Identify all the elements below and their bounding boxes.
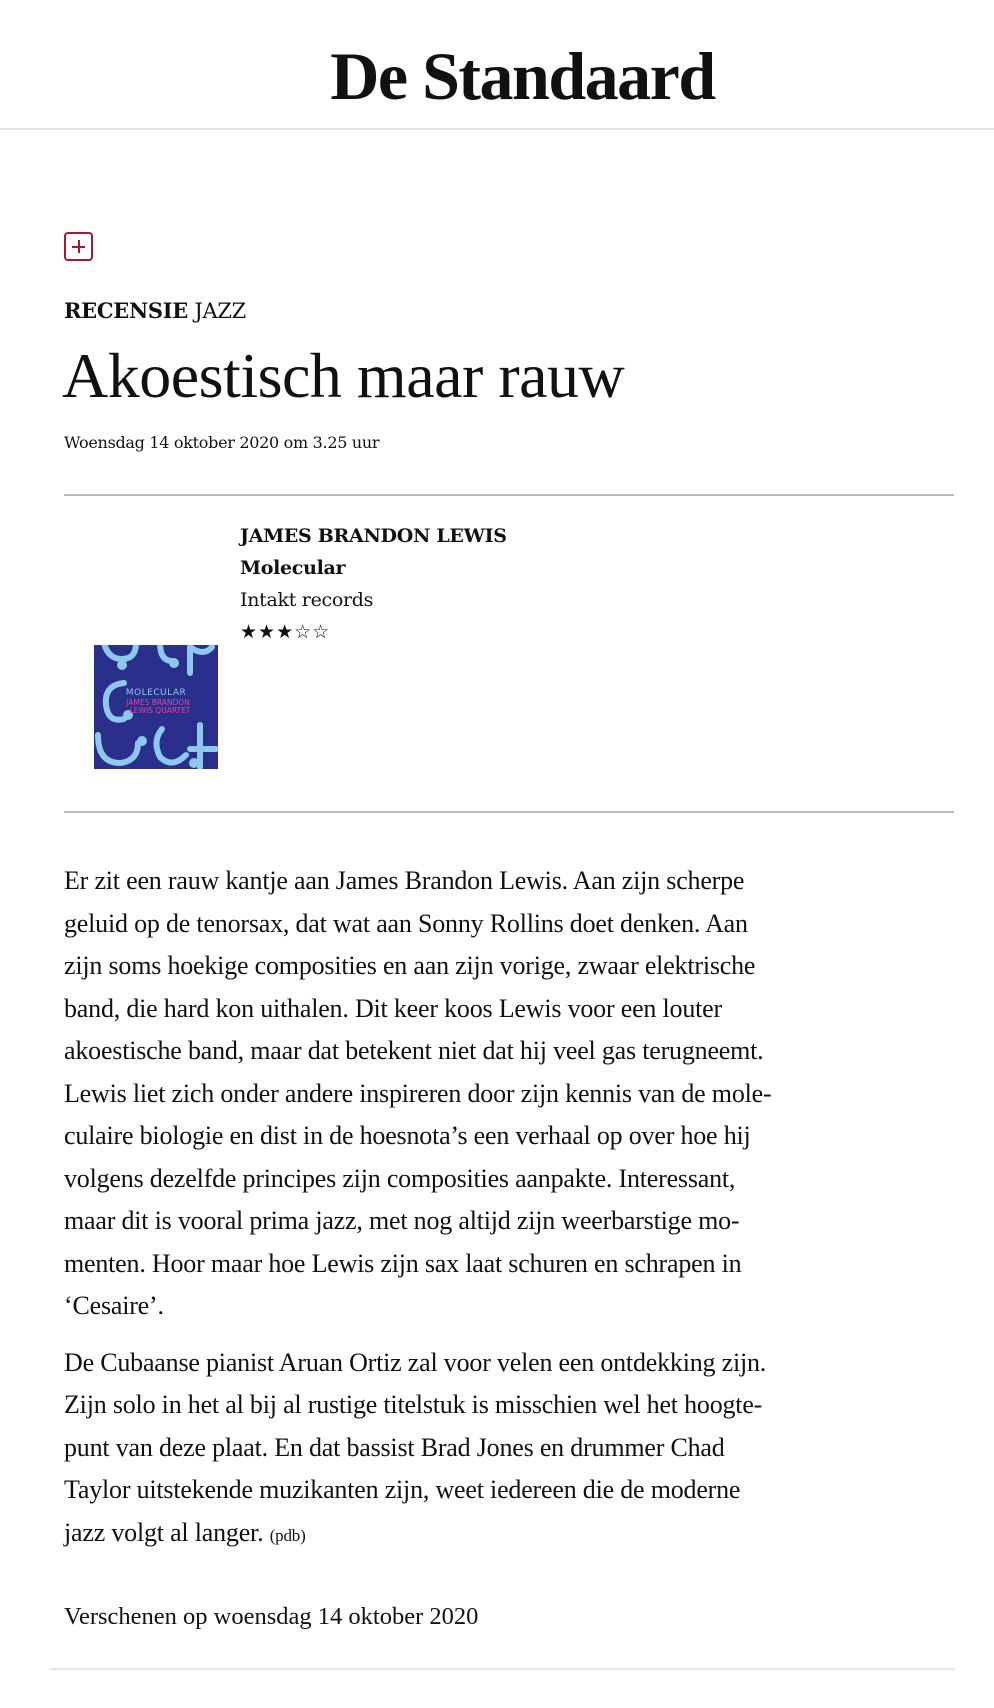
divider-bottom xyxy=(64,811,954,813)
published-date: Verschenen op woensdag 14 oktober 2020 xyxy=(64,1603,479,1630)
article-line: Taylor uitstekende muzikanten zijn, weet iedereen die de moderne xyxy=(64,1475,741,1504)
add-to-reading-list-button[interactable] xyxy=(64,232,93,261)
article-title: Akoestisch maar rauw xyxy=(62,340,625,411)
article-line: band, die hard kon uithalen. Dit keer koos Lewis voor een louter xyxy=(64,993,722,1023)
article-line: Lewis liet zich onder andere inspireren door zijn kennis van de mole- xyxy=(64,1078,772,1108)
album-info xyxy=(240,520,507,648)
article-byline: (pdb) xyxy=(269,1525,306,1545)
article-kicker xyxy=(64,297,246,325)
site-logo[interactable]: De Standaard xyxy=(330,38,715,114)
article-line: ‘Cesaire’. xyxy=(64,1291,164,1320)
album-label: Intakt records xyxy=(240,589,374,611)
album-cover[interactable] xyxy=(94,645,218,769)
album-cover-artist-line1: JAMES BRANDON xyxy=(126,698,190,707)
kicker-type: RECENSIE xyxy=(64,298,188,323)
masthead xyxy=(0,0,994,130)
article-line: punt van deze plaat. En dat bassist Brad Jones en drummer Chad xyxy=(64,1432,725,1462)
album-rating: ★★★☆☆ xyxy=(240,621,331,643)
article-line: culaire biologie en dist in de hoesnota’s een verhaal op over hoe hij xyxy=(64,1121,751,1150)
article-line: jazz volgt al langer. xyxy=(64,1517,264,1547)
article-line: geluid op de tenorsax, dat wat aan Sonny Rollins doet denken. Aan xyxy=(64,908,748,938)
article-body xyxy=(64,860,964,1571)
article-paragraph xyxy=(64,860,964,1328)
album-artist: JAMES BRANDON LEWIS xyxy=(240,525,507,547)
article-line: maar dit is vooral prima jazz, met nog altijd zijn weerbarstige mo- xyxy=(64,1206,740,1235)
album-cover-artist-line2: LEWIS QUARTET xyxy=(129,706,191,715)
album-title: Molecular xyxy=(240,557,346,579)
article-line: zijn soms hoekige composities en aan zijn vorige, zwaar elektrische xyxy=(64,951,756,980)
footer-divider xyxy=(50,1668,955,1670)
article-line: akoestische band, maar dat betekent niet dat hij veel gas terugneemt. xyxy=(64,1036,764,1065)
album-cover-title: MOLECULAR xyxy=(125,688,187,698)
article-line: Zijn solo in het al bij al rustige titelstuk is misschien wel het hoogte- xyxy=(64,1390,763,1419)
article-dateline: Woensdag 14 oktober 2020 om 3.25 uur xyxy=(64,433,380,452)
article-line: De Cubaanse pianist Aruan Ortiz zal voor velen een ontdekking zijn. xyxy=(64,1347,767,1377)
article-line: Er zit een rauw kantje aan James Brandon Lewis. Aan zijn scherpe xyxy=(64,866,745,895)
article-line: volgens dezelfde principes zijn composities aanpakte. Interessant, xyxy=(64,1163,736,1193)
kicker-genre: JAZZ xyxy=(194,299,246,323)
article-line: menten. Hoor maar hoe Lewis zijn sax laat schuren en schrapen in xyxy=(64,1248,742,1278)
divider-top xyxy=(64,494,954,496)
article-paragraph xyxy=(64,1342,964,1558)
